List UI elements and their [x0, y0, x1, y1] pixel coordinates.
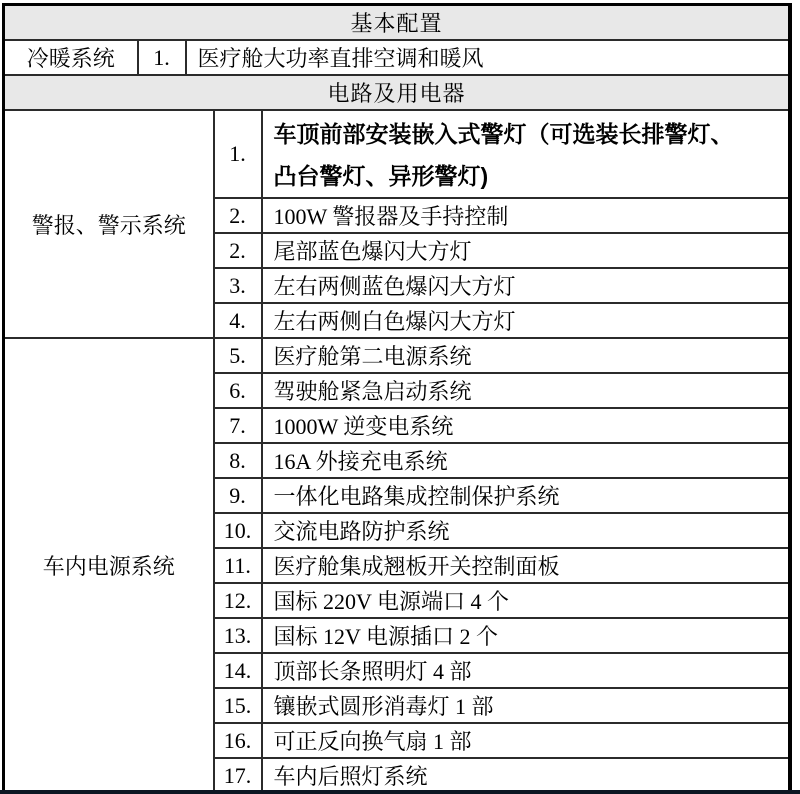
item-number: 7. [214, 408, 262, 443]
item-number: 12. [214, 583, 262, 618]
item-desc: 交流电路防护系统 [262, 513, 791, 548]
item-number: 8. [214, 443, 262, 478]
item-desc: 医疗舱大功率直排空调和暖风 [186, 40, 791, 75]
item-desc: 16A 外接充电系统 [262, 443, 791, 478]
config-table [2, 3, 792, 794]
item-number: 6. [214, 373, 262, 408]
table-row [4, 75, 791, 110]
category-cell-alarm: 警报、警示系统 [4, 110, 214, 338]
item-number: 11. [214, 548, 262, 583]
item-desc: 医疗舱第二电源系统 [262, 338, 791, 373]
item-desc: 顶部长条照明灯 4 部 [262, 653, 791, 688]
item-number: 5. [214, 338, 262, 373]
item-desc: 国标 12V 电源插口 2 个 [262, 618, 791, 653]
table-row [4, 338, 791, 373]
item-desc: 驾驶舱紧急启动系统 [262, 373, 791, 408]
item-number: 14. [214, 653, 262, 688]
item-number: 16. [214, 723, 262, 758]
desc-line-1: 车顶前部安装嵌入式警灯（可选装长排警灯、 [273, 121, 734, 147]
item-desc: 左右两侧蓝色爆闪大方灯 [262, 268, 791, 303]
item-number: 2. [214, 198, 262, 233]
item-desc: 医疗舱集成翘板开关控制面板 [262, 548, 791, 583]
table-row [4, 5, 791, 41]
item-number: 13. [214, 618, 262, 653]
desc-line-2: 凸台警灯、异形警灯) [273, 163, 489, 189]
item-desc: 车内后照灯系统 [262, 758, 791, 793]
item-desc: 国标 220V 电源端口 4 个 [262, 583, 791, 618]
item-number: 10. [214, 513, 262, 548]
item-number: 3. [214, 268, 262, 303]
item-number: 1. [138, 40, 186, 75]
table-row [4, 40, 791, 75]
item-number: 17. [214, 758, 262, 793]
item-desc: 左右两侧白色爆闪大方灯 [262, 303, 791, 338]
category-cell: 冷暖系统 [4, 40, 138, 75]
item-desc-bold [262, 110, 791, 198]
section-header-basic: 基本配置 [4, 5, 791, 41]
section-header-electric: 电路及用电器 [4, 75, 791, 110]
item-desc: 尾部蓝色爆闪大方灯 [262, 233, 791, 268]
item-number: 15. [214, 688, 262, 723]
item-desc: 可正反向换气扇 1 部 [262, 723, 791, 758]
table-row [4, 110, 791, 198]
item-desc: 1000W 逆变电系统 [262, 408, 791, 443]
item-number: 1. [214, 110, 262, 198]
item-number: 9. [214, 478, 262, 513]
item-number: 2. [214, 233, 262, 268]
item-desc: 镶嵌式圆形消毒灯 1 部 [262, 688, 791, 723]
item-desc: 100W 警报器及手持控制 [262, 198, 791, 233]
bottom-rule [0, 790, 800, 794]
category-cell-power: 车内电源系统 [4, 338, 214, 793]
item-number: 4. [214, 303, 262, 338]
item-desc: 一体化电路集成控制保护系统 [262, 478, 791, 513]
